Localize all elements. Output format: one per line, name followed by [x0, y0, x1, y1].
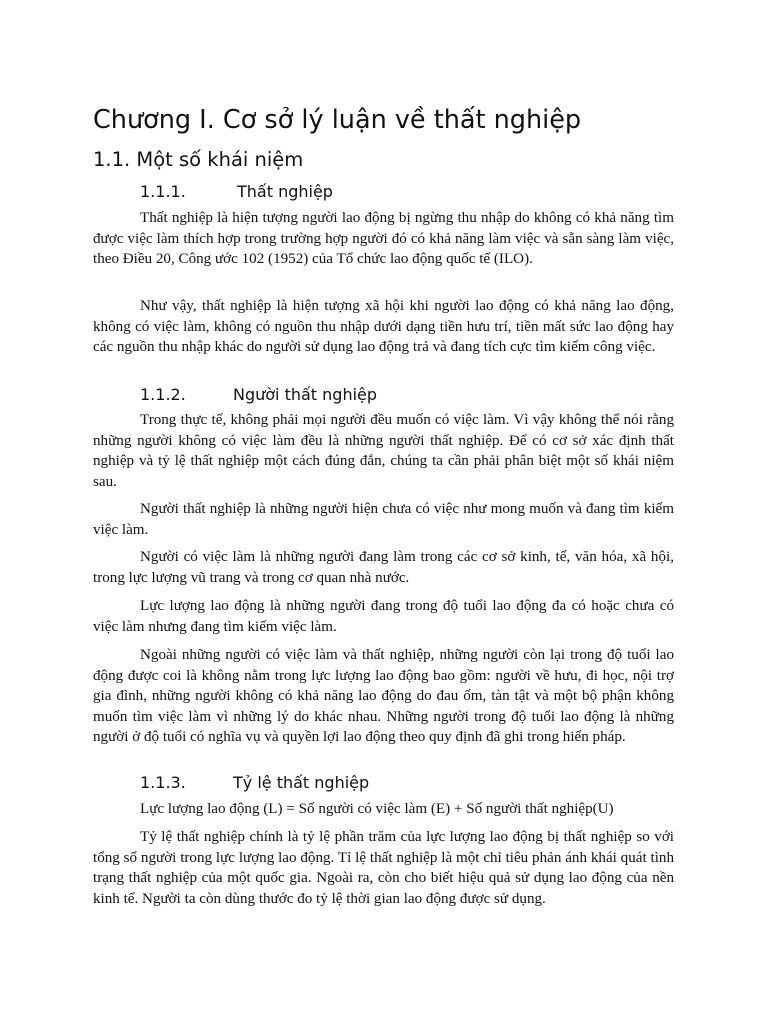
- paragraph: Như vậy, thất nghiệp là hiện tượng xã hội khi người lao động có khả năng lao động, không có việc làm, không có nguồn thu nhập dưới dạng tiền hưu trí, tiền mất sức lao động hay các nguồn thu nhập khác do người sử dụng lao động trả và đang tích cực tìm kiếm công việc.: [93, 298, 674, 355]
- section-number: 1.1.: [93, 148, 131, 171]
- subsection-heading-1-1-3: [140, 773, 370, 792]
- section-heading: [93, 148, 303, 171]
- subsection-number: 1.1.1.: [140, 182, 186, 201]
- paragraph: Ngoài những người có việc làm và thất nghiệp, những người còn lại trong độ tuổi lao động được coi là không nằm trong lực lượng lao động bao gồm: người về hưu, đi học, nội trợ gia đình, những người không có khả năng lao động do đau ốm, tàn tật và một bộ phận không muốn tìm việc làm vì những lý do khác nhau. Những người trong độ tuổi lao động là những người ở độ tuổi có nghĩa vụ và quyền lợi lao động theo quy định đã ghi trong hiến pháp.: [93, 647, 674, 745]
- subsection-title: Thất nghiệp: [237, 182, 333, 201]
- paragraph: Người thất nghiệp là những người hiện chưa có việc như mong muốn và đang tìm kiếm việc làm.: [93, 501, 674, 538]
- formula-line: Lực lượng lao động (L) = Số người có việc làm (E) + Số người thất nghiệp(U): [140, 801, 614, 817]
- subsection-title: Người thất nghiệp: [233, 385, 378, 404]
- subsection-heading-1-1-1: [140, 182, 333, 201]
- paragraph: Trong thực tế, không phải mọi người đều muốn có việc làm. Vì vậy không thể nói rằng những người không có việc làm đều là những người thất nghiệp. Để có cơ sở xác định thất nghiệp và tỷ lệ thất nghiệp một cách đúng đắn, chúng ta cần phải phân biệt một số khái niệm sau.: [93, 412, 674, 490]
- paragraph: Lực lượng lao động là những người đang trong độ tuổi lao động đa có hoặc chưa có việc làm nhưng đang tìm kiếm việc làm.: [93, 598, 674, 635]
- subsection-number: 1.1.2.: [140, 385, 186, 404]
- paragraph: Người có việc làm là những người đang làm trong các cơ sở kinh, tế, văn hóa, xã hội, trong lực lượng vũ trang và trong cơ quan nhà nước.: [93, 549, 674, 586]
- chapter-title: Chương I. Cơ sở lý luận về thất nghiệp: [93, 105, 582, 135]
- subsection-heading-1-1-2: [140, 385, 378, 404]
- paragraph: Tỷ lệ thất nghiệp chính là tỷ lệ phần trăm của lực lượng lao động bị thất nghiệp so với tổng số người trong lực lượng lao động. Tỉ lệ thất nghiệp là một chỉ tiêu phản ánh khái quát tình trạng thất nghiệp của một quốc gia. Ngoài ra, còn cho biết hiệu quả sử dụng lao động của nền kinh tế. Người ta còn dùng thước đo tỷ lệ thời gian lao động được sử dụng.: [93, 829, 674, 907]
- subsection-title: Tỷ lệ thất nghiệp: [233, 773, 370, 792]
- section-title: Một số khái niệm: [136, 148, 304, 171]
- subsection-number: 1.1.3.: [140, 773, 186, 792]
- paragraph: Thất nghiệp là hiện tượng người lao động bị ngừng thu nhập do không có khả năng tìm được việc làm thích hợp trong trường hợp người đó có khả năng làm việc và sẵn sàng làm việc, theo Điều 20, Công ước 102 (1952) của Tổ chức lao động quốc tế (ILO).: [93, 210, 674, 267]
